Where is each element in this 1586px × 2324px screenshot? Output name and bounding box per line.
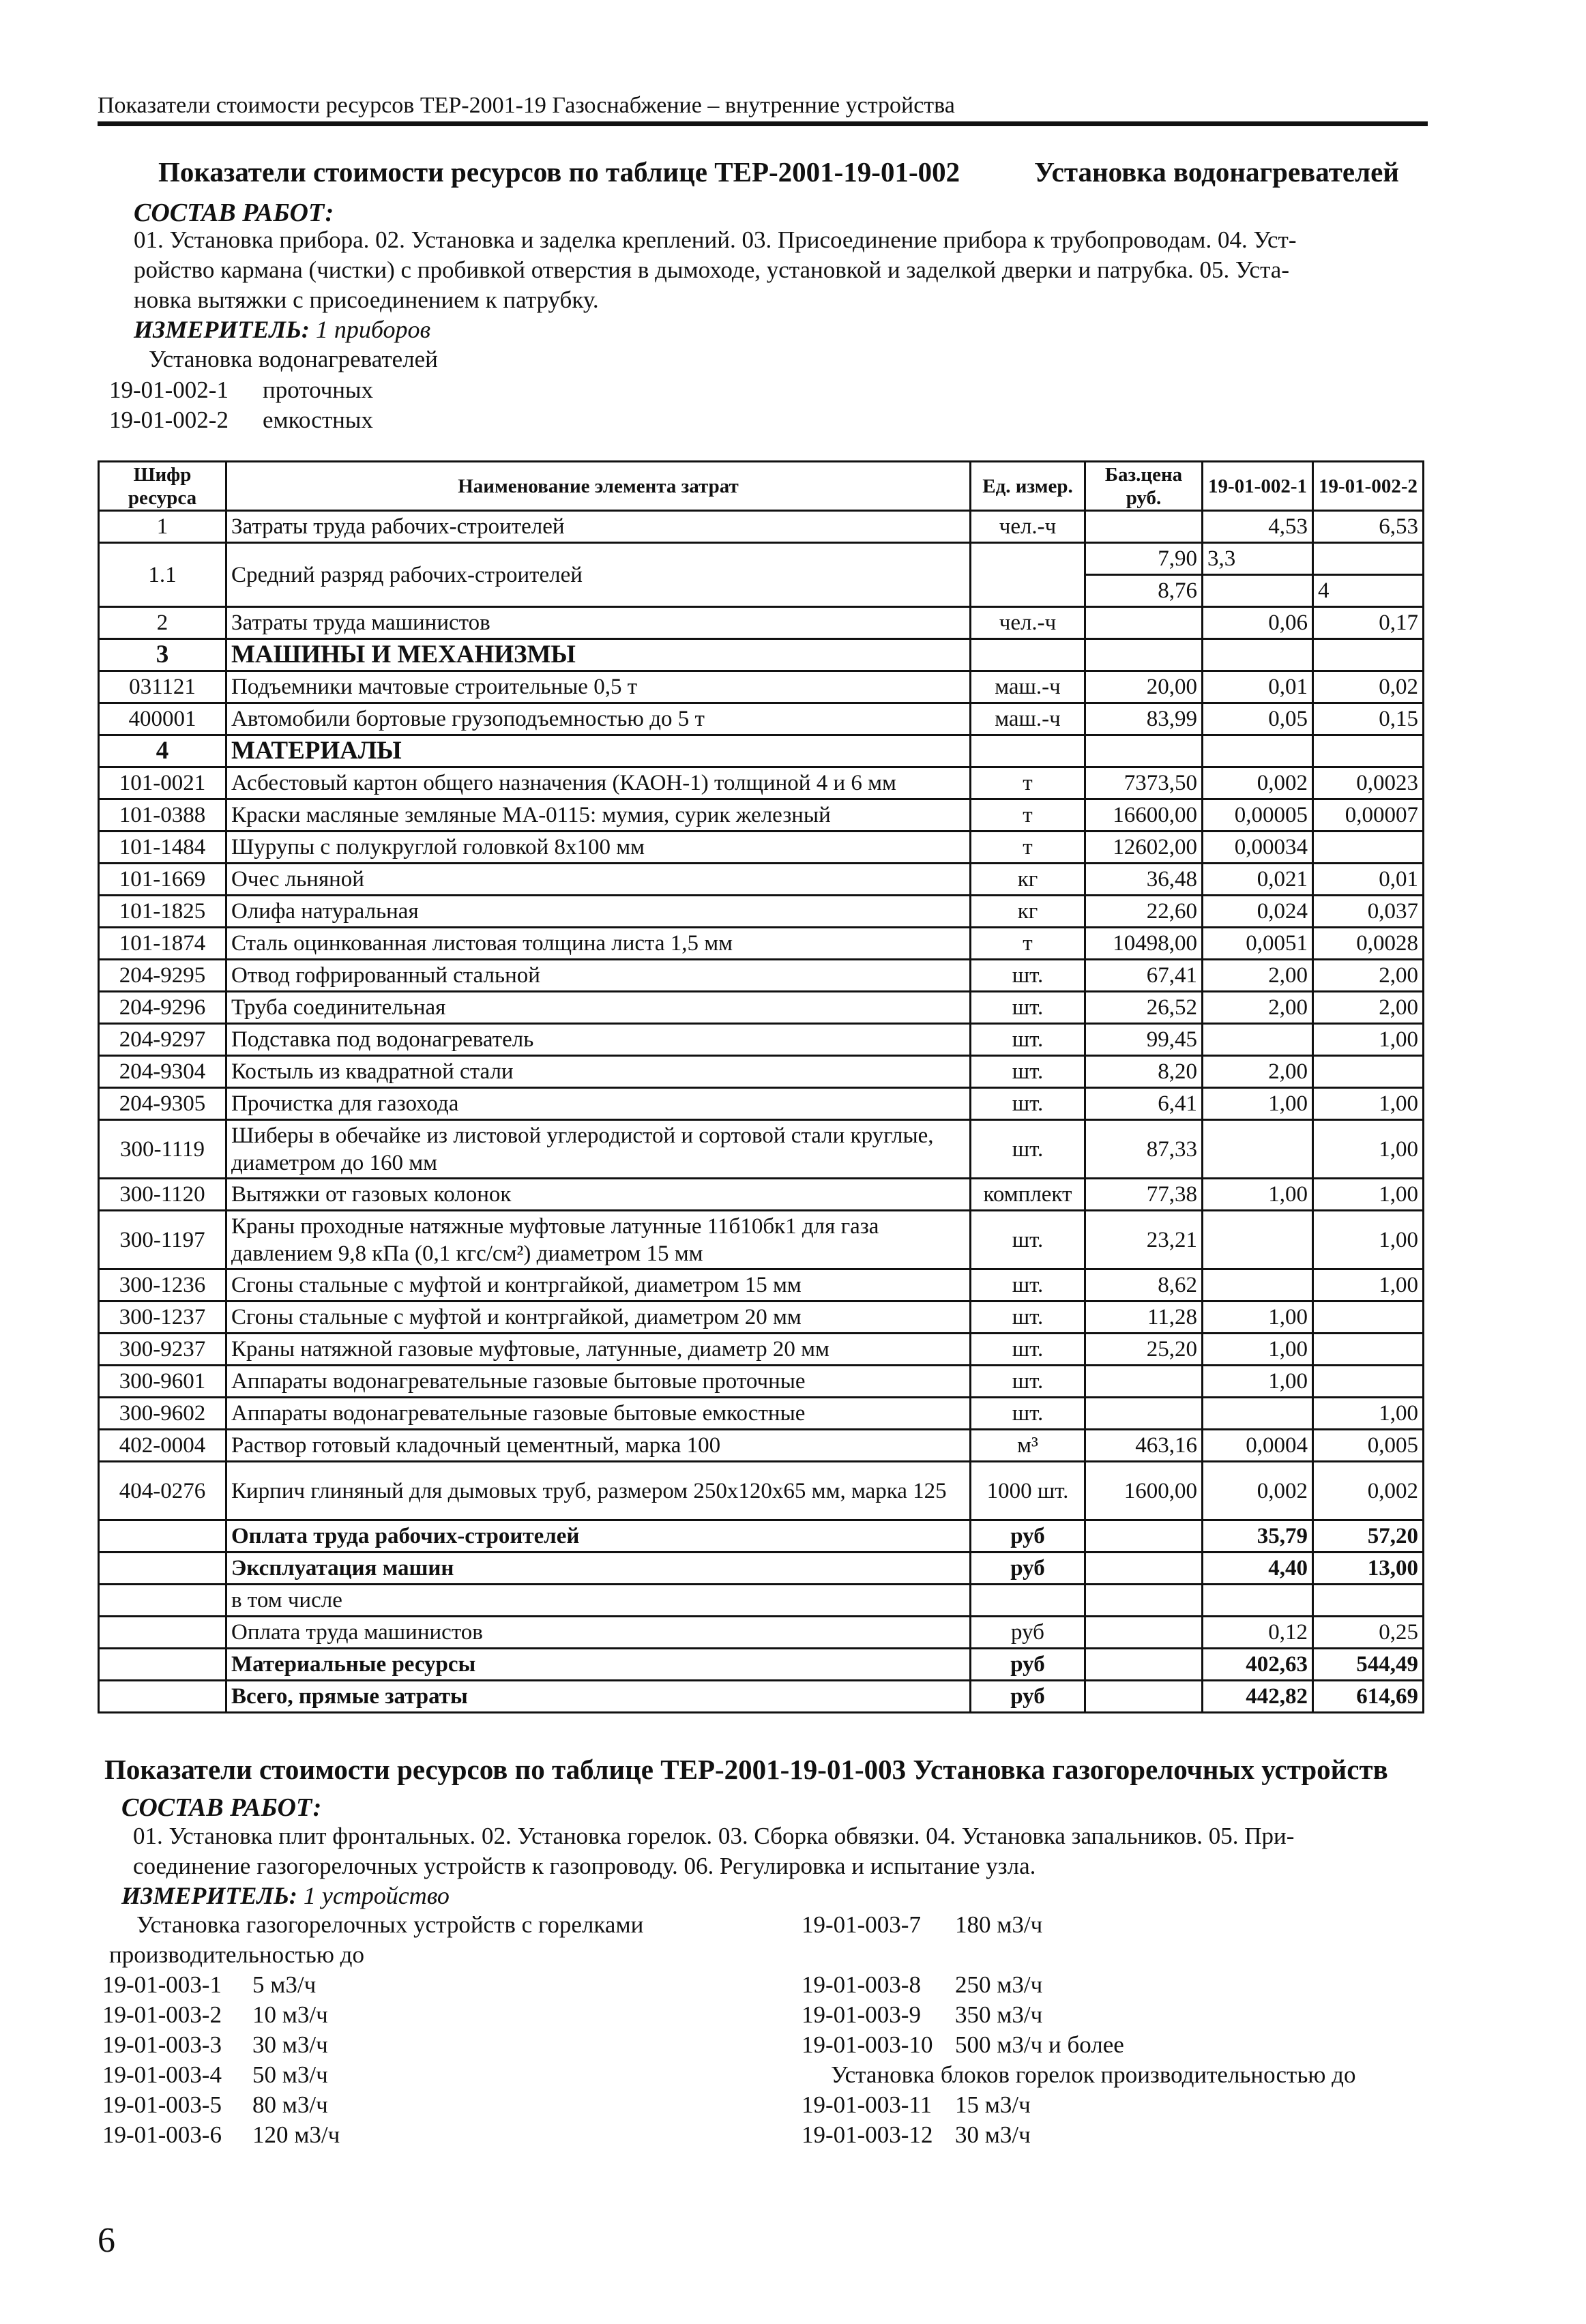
table-cell: 0,06 [1203,607,1313,639]
table-cell: т [971,799,1085,832]
table-row [99,1179,1424,1211]
table-cell: 12602,00 [1085,832,1203,864]
table-cell: 8,20 [1085,1056,1203,1088]
table-cell [1085,1681,1203,1713]
table-cell [1313,1334,1424,1366]
header-col2: 19-01-002-2 [1313,462,1424,511]
table-cell: руб [971,1649,1085,1681]
table-cell [1203,735,1313,767]
table-cell: 22,60 [1085,896,1203,928]
summary-row [99,1520,1424,1553]
section2-works [133,1821,1415,1881]
table-cell: 35,79 [1203,1520,1313,1553]
table-cell [1085,1520,1203,1553]
works-line: соединение газогорелочных устройств к газопроводу. 06. Регулировка и испытание узла. [133,1853,1036,1879]
table-row [99,1462,1424,1520]
table-cell: Кирпич глиняный для дымовых труб, размером 250х120х65 мм, марка 125 [226,1462,971,1520]
table-cell: МАТЕРИАЛЫ [226,735,971,767]
table-cell: 20,00 [1085,671,1203,703]
table-cell: маш.-ч [971,703,1085,735]
section2-title: Показатели стоимости ресурсов по таблице ТЕР-2001-19-01-003 Установка газогорелочных устройств [104,1754,1388,1785]
table-cell: 0,25 [1313,1617,1424,1649]
table-header-row [99,462,1424,511]
section2-meter [121,1881,450,1910]
table-cell: шт. [971,1211,1085,1269]
table-cell: шт. [971,1056,1085,1088]
section1-works [134,225,1423,315]
table-cell: руб [971,1553,1085,1585]
table-row [99,767,1424,799]
table-row [99,1334,1424,1366]
table-cell: 1,00 [1203,1366,1313,1398]
table-cell: Средний разряд рабочих-строителей [226,543,971,607]
table-cell: 3 [99,639,226,671]
table-cell: шт. [971,1398,1085,1430]
header-rule [98,121,1428,126]
right-code-list-a2 [802,1970,1124,2060]
table-cell [1313,1585,1424,1617]
table-cell: 204-9304 [99,1056,226,1088]
table-row [99,607,1424,639]
section-row [99,639,1424,671]
table-cell: 2,00 [1203,1056,1313,1088]
table-cell: Краны натяжной газовые муфтовые, латунные, диаметр 20 мм [226,1334,971,1366]
table-cell: 300-9237 [99,1334,226,1366]
table-cell [1203,1585,1313,1617]
page-number: 6 [98,2221,115,2260]
table-cell: 101-1484 [99,832,226,864]
code-list [109,375,373,435]
table-cell [99,1681,226,1713]
table-cell [971,543,1085,607]
table-cell [1085,1617,1203,1649]
table-row [99,1398,1424,1430]
table-cell: Оплата труда рабочих-строителей [226,1520,971,1553]
table-cell [1203,1398,1313,1430]
table-row [99,1024,1424,1056]
table-cell: Шурупы с полукруглой головкой 8х100 мм [226,832,971,864]
table-cell: чел.-ч [971,511,1085,543]
table-row [99,864,1424,896]
table-cell: 404-0276 [99,1462,226,1520]
meter-label: ИЗМЕРИТЕЛЬ: [121,1882,297,1909]
table-cell: руб [971,1617,1085,1649]
table-cell [971,735,1085,767]
table-cell: 0,002 [1203,767,1313,799]
table-row [99,543,1424,575]
table-cell: 0,00007 [1313,799,1424,832]
section-row [99,735,1424,767]
table-cell: Олифа натуральная [226,896,971,928]
header-col1: 19-01-002-1 [1203,462,1313,511]
table-cell: 1,00 [1313,1120,1424,1179]
table-cell: 0,01 [1313,864,1424,896]
table-cell: 1 [99,511,226,543]
table-cell: маш.-ч [971,671,1085,703]
table-cell: 402,63 [1203,1649,1313,1681]
table-cell: 1,00 [1203,1334,1313,1366]
table-cell: 0,037 [1313,896,1424,928]
table-cell [1085,1585,1203,1617]
table-cell: 300-1237 [99,1301,226,1334]
summary-row [99,1553,1424,1585]
table-cell: 1,00 [1313,1024,1424,1056]
table-cell [1313,639,1424,671]
table-row [99,1269,1424,1301]
table-cell: Сгоны стальные с муфтой и контргайкой, диаметром 20 мм [226,1301,971,1334]
table-cell: 101-0021 [99,767,226,799]
table-cell: м³ [971,1430,1085,1462]
table-cell: Оплата труда машинистов [226,1617,971,1649]
meter-value: 1 приборов [315,316,431,343]
table-cell: 300-9601 [99,1366,226,1398]
table-cell: 4,53 [1203,511,1313,543]
table-cell [1203,639,1313,671]
table-row [99,1301,1424,1334]
table-cell [971,1585,1085,1617]
table-cell: 16600,00 [1085,799,1203,832]
table-row [99,1211,1424,1269]
table-cell: 2,00 [1203,992,1313,1024]
table-row [99,832,1424,864]
table-cell: 10498,00 [1085,928,1203,960]
table-cell: 3,3 [1203,543,1313,575]
table-cell: 13,00 [1313,1553,1424,1585]
table-cell: шт. [971,1301,1085,1334]
table-cell: 6,53 [1313,511,1424,543]
table-row [99,671,1424,703]
table-cell: 1,00 [1313,1211,1424,1269]
table-cell: шт. [971,1120,1085,1179]
table-cell: кг [971,896,1085,928]
code-item: 19-01-003-2 10 м3/ч [102,2001,328,2028]
table-row [99,960,1424,992]
right-code-list-a [802,1910,1042,1940]
table-cell: 83,99 [1085,703,1203,735]
right-caption: Установка блоков горелок производительностью до [831,2061,1356,2088]
table-cell: 463,16 [1085,1430,1203,1462]
table-row [99,1430,1424,1462]
table-cell: Отвод гофрированный стальной [226,960,971,992]
code-item: 19-01-003-11 15 м3/ч [802,2091,1031,2118]
table-cell: 300-1119 [99,1120,226,1179]
table-cell: Прочистка для газохода [226,1088,971,1120]
table-cell: Шиберы в обечайке из листовой углеродистой и сортовой стали круглые, диаметром до 160 мм [226,1120,971,1179]
table-cell: 36,48 [1085,864,1203,896]
table-cell: Краны проходные натяжные муфтовые латунные 11б10бк1 для газа давлением 9,8 кПа (0,1 кгс/см²) диаметром 15 мм [226,1211,971,1269]
table-cell: шт. [971,992,1085,1024]
table-cell: 4 [1313,575,1424,607]
table-cell: комплект [971,1179,1085,1211]
table-cell: 26,52 [1085,992,1203,1024]
table-cell: Аппараты водонагревательные газовые бытовые проточные [226,1366,971,1398]
table-cell: Подставка под водонагреватель [226,1024,971,1056]
table-cell: 101-0388 [99,799,226,832]
table-cell: 2,00 [1313,960,1424,992]
table-cell: 1,00 [1203,1301,1313,1334]
table-row [99,703,1424,735]
table-cell [1203,1024,1313,1056]
table-cell: 101-1825 [99,896,226,928]
meter-label: ИЗМЕРИТЕЛЬ: [134,316,310,343]
table-cell: руб [971,1520,1085,1553]
table-cell [1203,1211,1313,1269]
table-cell [1203,575,1313,607]
table-cell: Раствор готовый кладочный цементный, марка 100 [226,1430,971,1462]
table-cell: 7,90 [1085,543,1203,575]
table-cell: в том числе [226,1585,971,1617]
table-cell: Аппараты водонагревательные газовые бытовые емкостные [226,1398,971,1430]
table-cell: Вытяжки от газовых колонок [226,1179,971,1211]
table-cell: 614,69 [1313,1681,1424,1713]
table-cell: 67,41 [1085,960,1203,992]
table-cell [1085,1553,1203,1585]
table-cell: Автомобили бортовые грузоподъемностью до 5 т [226,703,971,735]
table-cell: Всего, прямые затраты [226,1681,971,1713]
table-cell: 101-1874 [99,928,226,960]
code-item: 19-01-003-5 80 м3/ч [102,2091,328,2118]
table-cell: 400001 [99,703,226,735]
table-cell: 204-9305 [99,1088,226,1120]
table-cell: 0,01 [1203,671,1313,703]
code-item: 19-01-003-12 30 м3/ч [802,2121,1031,2148]
table-cell: шт. [971,960,1085,992]
table-cell: Асбестовый картон общего назначения (КАОН-1) толщиной 4 и 6 мм [226,767,971,799]
section1-meter [134,315,430,344]
table-cell: 99,45 [1085,1024,1203,1056]
table-cell: 031121 [99,671,226,703]
table-row [99,1088,1424,1120]
table-cell: 0,02 [1313,671,1424,703]
table-cell: 1,00 [1313,1269,1424,1301]
table-cell: 1,00 [1203,1179,1313,1211]
table-cell: 204-9297 [99,1024,226,1056]
table-cell: Подъемники мачтовые строительные 0,5 т [226,671,971,703]
table-cell [1313,735,1424,767]
table-cell: 57,20 [1313,1520,1424,1553]
code-item: 19-01-003-10 500 м3/ч и более [802,2031,1124,2058]
table-cell: 204-9296 [99,992,226,1024]
table-cell: Краски масляные земляные МА-0115: мумия, сурик железный [226,799,971,832]
table-cell: 23,21 [1085,1211,1203,1269]
table-cell [99,1585,226,1617]
table-cell: 101-1669 [99,864,226,896]
table-cell [99,1553,226,1585]
works-line: 01. Установка прибора. 02. Установка и заделка креплений. 03. Присоединение прибора к трубопроводам. 04. Уст- [134,226,1297,253]
table-cell: 0,005 [1313,1430,1424,1462]
table-cell: 0,0051 [1203,928,1313,960]
table-cell [971,639,1085,671]
table-cell: 0,00005 [1203,799,1313,832]
table-cell: шт. [971,1269,1085,1301]
right-code-list-b [802,2090,1031,2150]
meter-value: 1 устройство [303,1882,450,1909]
table-cell: 544,49 [1313,1649,1424,1681]
table-cell: 8,62 [1085,1269,1203,1301]
table-cell: 300-9602 [99,1398,226,1430]
table-cell: Затраты труда машинистов [226,607,971,639]
table-cell: 0,024 [1203,896,1313,928]
table-cell [1085,1366,1203,1398]
section2-works-label: СОСТАВ РАБОТ: [121,1793,322,1822]
section1-subtitle: Установка водонагревателей [1034,156,1399,188]
table-cell: 1,00 [1313,1088,1424,1120]
table-cell: Труба соединительная [226,992,971,1024]
table-cell: 0,002 [1313,1462,1424,1520]
summary-row [99,1681,1424,1713]
table-cell: 2 [99,607,226,639]
table-cell: 2,00 [1203,960,1313,992]
header-price: Баз.цена руб. [1085,462,1203,511]
running-header: Показатели стоимости ресурсов ТЕР-2001-19 Газоснабжение – внутренние устройства [98,93,955,118]
table-cell: 1,00 [1313,1179,1424,1211]
table-row [99,1120,1424,1179]
table-cell: 442,82 [1203,1681,1313,1713]
table-cell: 4,40 [1203,1553,1313,1585]
summary-row [99,1585,1424,1617]
table-cell [99,1520,226,1553]
table-cell: шт. [971,1334,1085,1366]
section1-title: Показатели стоимости ресурсов по таблице ТЕР-2001-19-01-002 [158,156,960,188]
table-row [99,928,1424,960]
table-cell: 25,20 [1085,1334,1203,1366]
works-line: 01. Установка плит фронтальных. 02. Установка горелок. 03. Сборка обвязки. 04. Установка запальников. 05. При- [133,1823,1295,1849]
table-cell [1313,1056,1424,1088]
table-cell: 300-1197 [99,1211,226,1269]
table-cell [1085,607,1203,639]
table-cell: 1,00 [1313,1398,1424,1430]
table-cell [1085,1649,1203,1681]
table-cell: Сталь оцинкованная листовая толщина листа 1,5 мм [226,928,971,960]
table-cell [99,1649,226,1681]
left-code-list [102,1970,340,2150]
table-cell: Эксплуатация машин [226,1553,971,1585]
table-cell: шт. [971,1366,1085,1398]
table-cell [1203,1120,1313,1179]
table-row [99,1056,1424,1088]
code-item: 19-01-002-1 проточных [109,377,374,403]
table-cell: 0,002 [1203,1462,1313,1520]
table-row [99,799,1424,832]
table-cell: т [971,928,1085,960]
table-cell: 0,05 [1203,703,1313,735]
group-caption: Установка водонагревателей [149,346,438,372]
table-cell [1313,1301,1424,1334]
table-cell: 7373,50 [1085,767,1203,799]
table-cell: Сгоны стальные с муфтой и контргайкой, диаметром 15 мм [226,1269,971,1301]
table-cell: 0,021 [1203,864,1313,896]
table-cell: 1600,00 [1085,1462,1203,1520]
table-cell: МАШИНЫ И МЕХАНИЗМЫ [226,639,971,671]
code-item: 19-01-003-1 5 м3/ч [102,1971,317,1998]
table-cell [1203,1269,1313,1301]
left-caption: Установка газогорелочных устройств с горелками [136,1911,644,1938]
table-cell [1313,832,1424,864]
table-cell: 8,76 [1085,575,1203,607]
code-item: 19-01-003-3 30 м3/ч [102,2031,328,2058]
table-cell: 0,17 [1313,607,1424,639]
table-row [99,896,1424,928]
table-cell [99,1617,226,1649]
table-cell [1085,1398,1203,1430]
table-cell: шт. [971,1024,1085,1056]
table-cell [1085,511,1203,543]
table-cell: 300-1236 [99,1269,226,1301]
table-cell [1085,639,1203,671]
table-cell: т [971,832,1085,864]
works-line: новка вытяжки с присоединением к патрубку. [134,286,599,313]
table-cell: руб [971,1681,1085,1713]
table-cell: 0,15 [1313,703,1424,735]
code-item: 19-01-002-2 емкостных [109,407,373,433]
code-item: 19-01-003-4 50 м3/ч [102,2061,328,2088]
table-cell: Материальные ресурсы [226,1649,971,1681]
table-cell: 4 [99,735,226,767]
summary-row [99,1617,1424,1649]
table-cell: 0,12 [1203,1617,1313,1649]
table-cell: 1.1 [99,543,226,607]
header-name: Наименование элемента затрат [226,462,971,511]
code-item: 19-01-003-9 350 м3/ч [802,2001,1043,2028]
table-cell: 77,38 [1085,1179,1203,1211]
table-cell: 0,0004 [1203,1430,1313,1462]
table-cell: чел.-ч [971,607,1085,639]
table-cell: 0,0023 [1313,767,1424,799]
table-cell: Костыль из квадратной стали [226,1056,971,1088]
table-row [99,992,1424,1024]
code-item: 19-01-003-7 180 м3/ч [802,1911,1043,1938]
table-cell: 1000 шт. [971,1462,1085,1520]
table-cell: 204-9295 [99,960,226,992]
table-cell: 87,33 [1085,1120,1203,1179]
code-item: 19-01-003-6 120 м3/ч [102,2121,340,2148]
summary-row [99,1649,1424,1681]
table-row [99,511,1424,543]
left-caption-2: производительностью до [109,1941,364,1968]
works-line: ройство кармана (чистки) с пробивкой отверстия в дымоходе, установкой и заделкой дверки и патрубка. 05. Уста- [134,256,1289,283]
table-cell: кг [971,864,1085,896]
table-cell: 0,00034 [1203,832,1313,864]
table-cell: 300-1120 [99,1179,226,1211]
header-code: Шифр ресурса [99,462,226,511]
table-cell: Затраты труда рабочих-строителей [226,511,971,543]
table-cell: 0,0028 [1313,928,1424,960]
table-cell: 6,41 [1085,1088,1203,1120]
table-row [99,1366,1424,1398]
table-cell: Очес льняной [226,864,971,896]
table-cell: 402-0004 [99,1430,226,1462]
table-cell [1313,543,1424,575]
section1-works-label: СОСТАВ РАБОТ: [134,198,334,227]
table-cell [1085,735,1203,767]
table-cell [1313,1366,1424,1398]
table-cell: т [971,767,1085,799]
table-cell: 1,00 [1203,1088,1313,1120]
table-cell: 2,00 [1313,992,1424,1024]
resource-cost-table [98,460,1424,1713]
table-cell: шт. [971,1088,1085,1120]
table-cell: 11,28 [1085,1301,1203,1334]
code-item: 19-01-003-8 250 м3/ч [802,1971,1043,1998]
header-unit: Ед. измер. [971,462,1085,511]
